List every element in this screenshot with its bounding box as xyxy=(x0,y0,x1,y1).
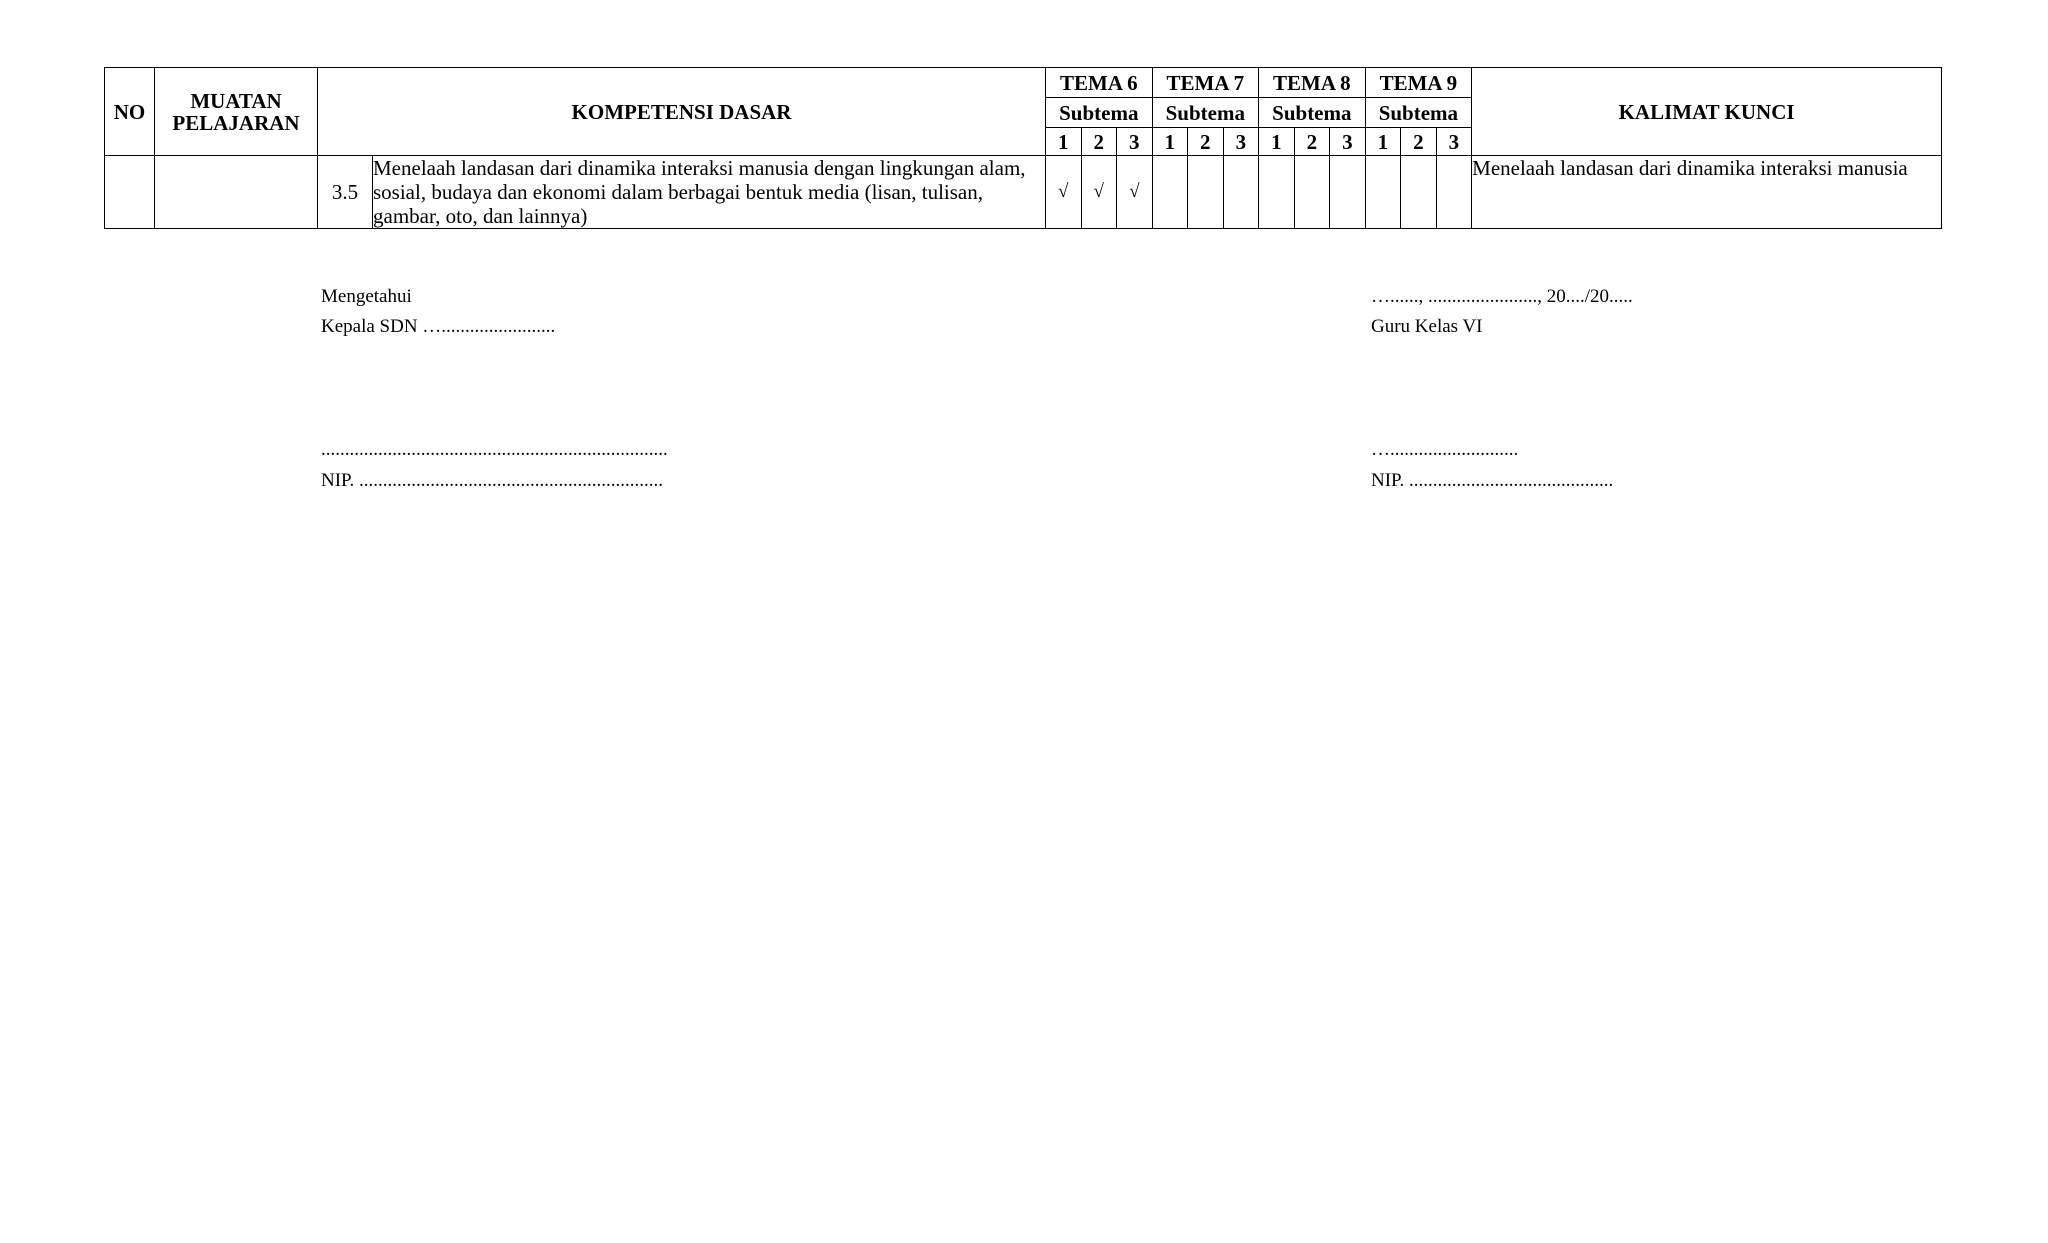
sig-left-title: Kepala SDN …........................ xyxy=(321,316,556,337)
check-tema6-subtema1: √ xyxy=(1046,156,1082,229)
check-tema8-subtema1 xyxy=(1259,156,1295,229)
kd-description: Menelaah landasan dari dinamika interaksi manusia dengan lingkungan alam, sosial, budaya dan ekonomi dalam berbagai bentuk media (lisan, tulisan, gambar, oto, dan lainnya) xyxy=(373,156,1046,229)
check-tema7-subtema3 xyxy=(1223,156,1259,229)
sig-left-acknowledged: Mengetahui xyxy=(321,286,412,307)
row-muatan-cell xyxy=(155,156,318,229)
header-row-tema xyxy=(105,68,1942,98)
subtema-number: 2 xyxy=(1188,128,1224,156)
sig-left-nip: NIP. ................................................................ xyxy=(321,470,664,491)
row-no-cell xyxy=(105,156,155,229)
check-tema6-subtema2: √ xyxy=(1081,156,1117,229)
check-tema8-subtema2 xyxy=(1294,156,1330,229)
kalimat-kunci-text: Menelaah landasan dari dinamika interaksi manusia xyxy=(1472,156,1942,229)
header-subtema-tema-9: Subtema xyxy=(1365,98,1472,128)
sig-right-name-line: …........................... xyxy=(1371,439,1519,460)
sig-right-nip: NIP. ........................................... xyxy=(1371,470,1614,491)
subtema-number: 2 xyxy=(1401,128,1437,156)
table-row xyxy=(105,156,1942,229)
kd-number: 3.5 xyxy=(318,156,373,229)
subtema-number: 2 xyxy=(1294,128,1330,156)
subtema-number: 3 xyxy=(1330,128,1366,156)
subtema-number: 2 xyxy=(1081,128,1117,156)
header-kalimat-kunci: KALIMAT KUNCI xyxy=(1472,68,1942,156)
subtema-number: 3 xyxy=(1223,128,1259,156)
header-tema-9: TEMA 9 xyxy=(1365,68,1472,98)
header-tema-7: TEMA 7 xyxy=(1152,68,1259,98)
subtema-number: 1 xyxy=(1152,128,1188,156)
header-subtema-tema-6: Subtema xyxy=(1046,98,1153,128)
header-tema-6: TEMA 6 xyxy=(1046,68,1153,98)
check-tema9-subtema1 xyxy=(1365,156,1401,229)
check-tema6-subtema3: √ xyxy=(1117,156,1153,229)
competency-matrix-table xyxy=(104,67,1942,229)
check-tema7-subtema2 xyxy=(1188,156,1224,229)
header-no: NO xyxy=(105,68,155,156)
subtema-number: 3 xyxy=(1436,128,1472,156)
subtema-number: 1 xyxy=(1046,128,1082,156)
sig-right-title: Guru Kelas VI xyxy=(1371,316,1483,337)
check-tema7-subtema1 xyxy=(1152,156,1188,229)
subtema-number: 1 xyxy=(1259,128,1295,156)
header-muatan-pelajaran: MUATAN PELAJARAN xyxy=(155,68,318,156)
subtema-number: 3 xyxy=(1117,128,1153,156)
sig-right-place-date: …......, ......................., 20..../20..... xyxy=(1371,286,1633,307)
check-tema9-subtema2 xyxy=(1401,156,1437,229)
header-kompetensi-dasar: KOMPETENSI DASAR xyxy=(318,68,1046,156)
header-subtema-tema-8: Subtema xyxy=(1259,98,1366,128)
sig-left-name-line: ......................................................................... xyxy=(321,439,668,460)
check-tema8-subtema3 xyxy=(1330,156,1366,229)
check-tema9-subtema3 xyxy=(1436,156,1472,229)
header-tema-8: TEMA 8 xyxy=(1259,68,1366,98)
header-subtema-tema-7: Subtema xyxy=(1152,98,1259,128)
subtema-number: 1 xyxy=(1365,128,1401,156)
